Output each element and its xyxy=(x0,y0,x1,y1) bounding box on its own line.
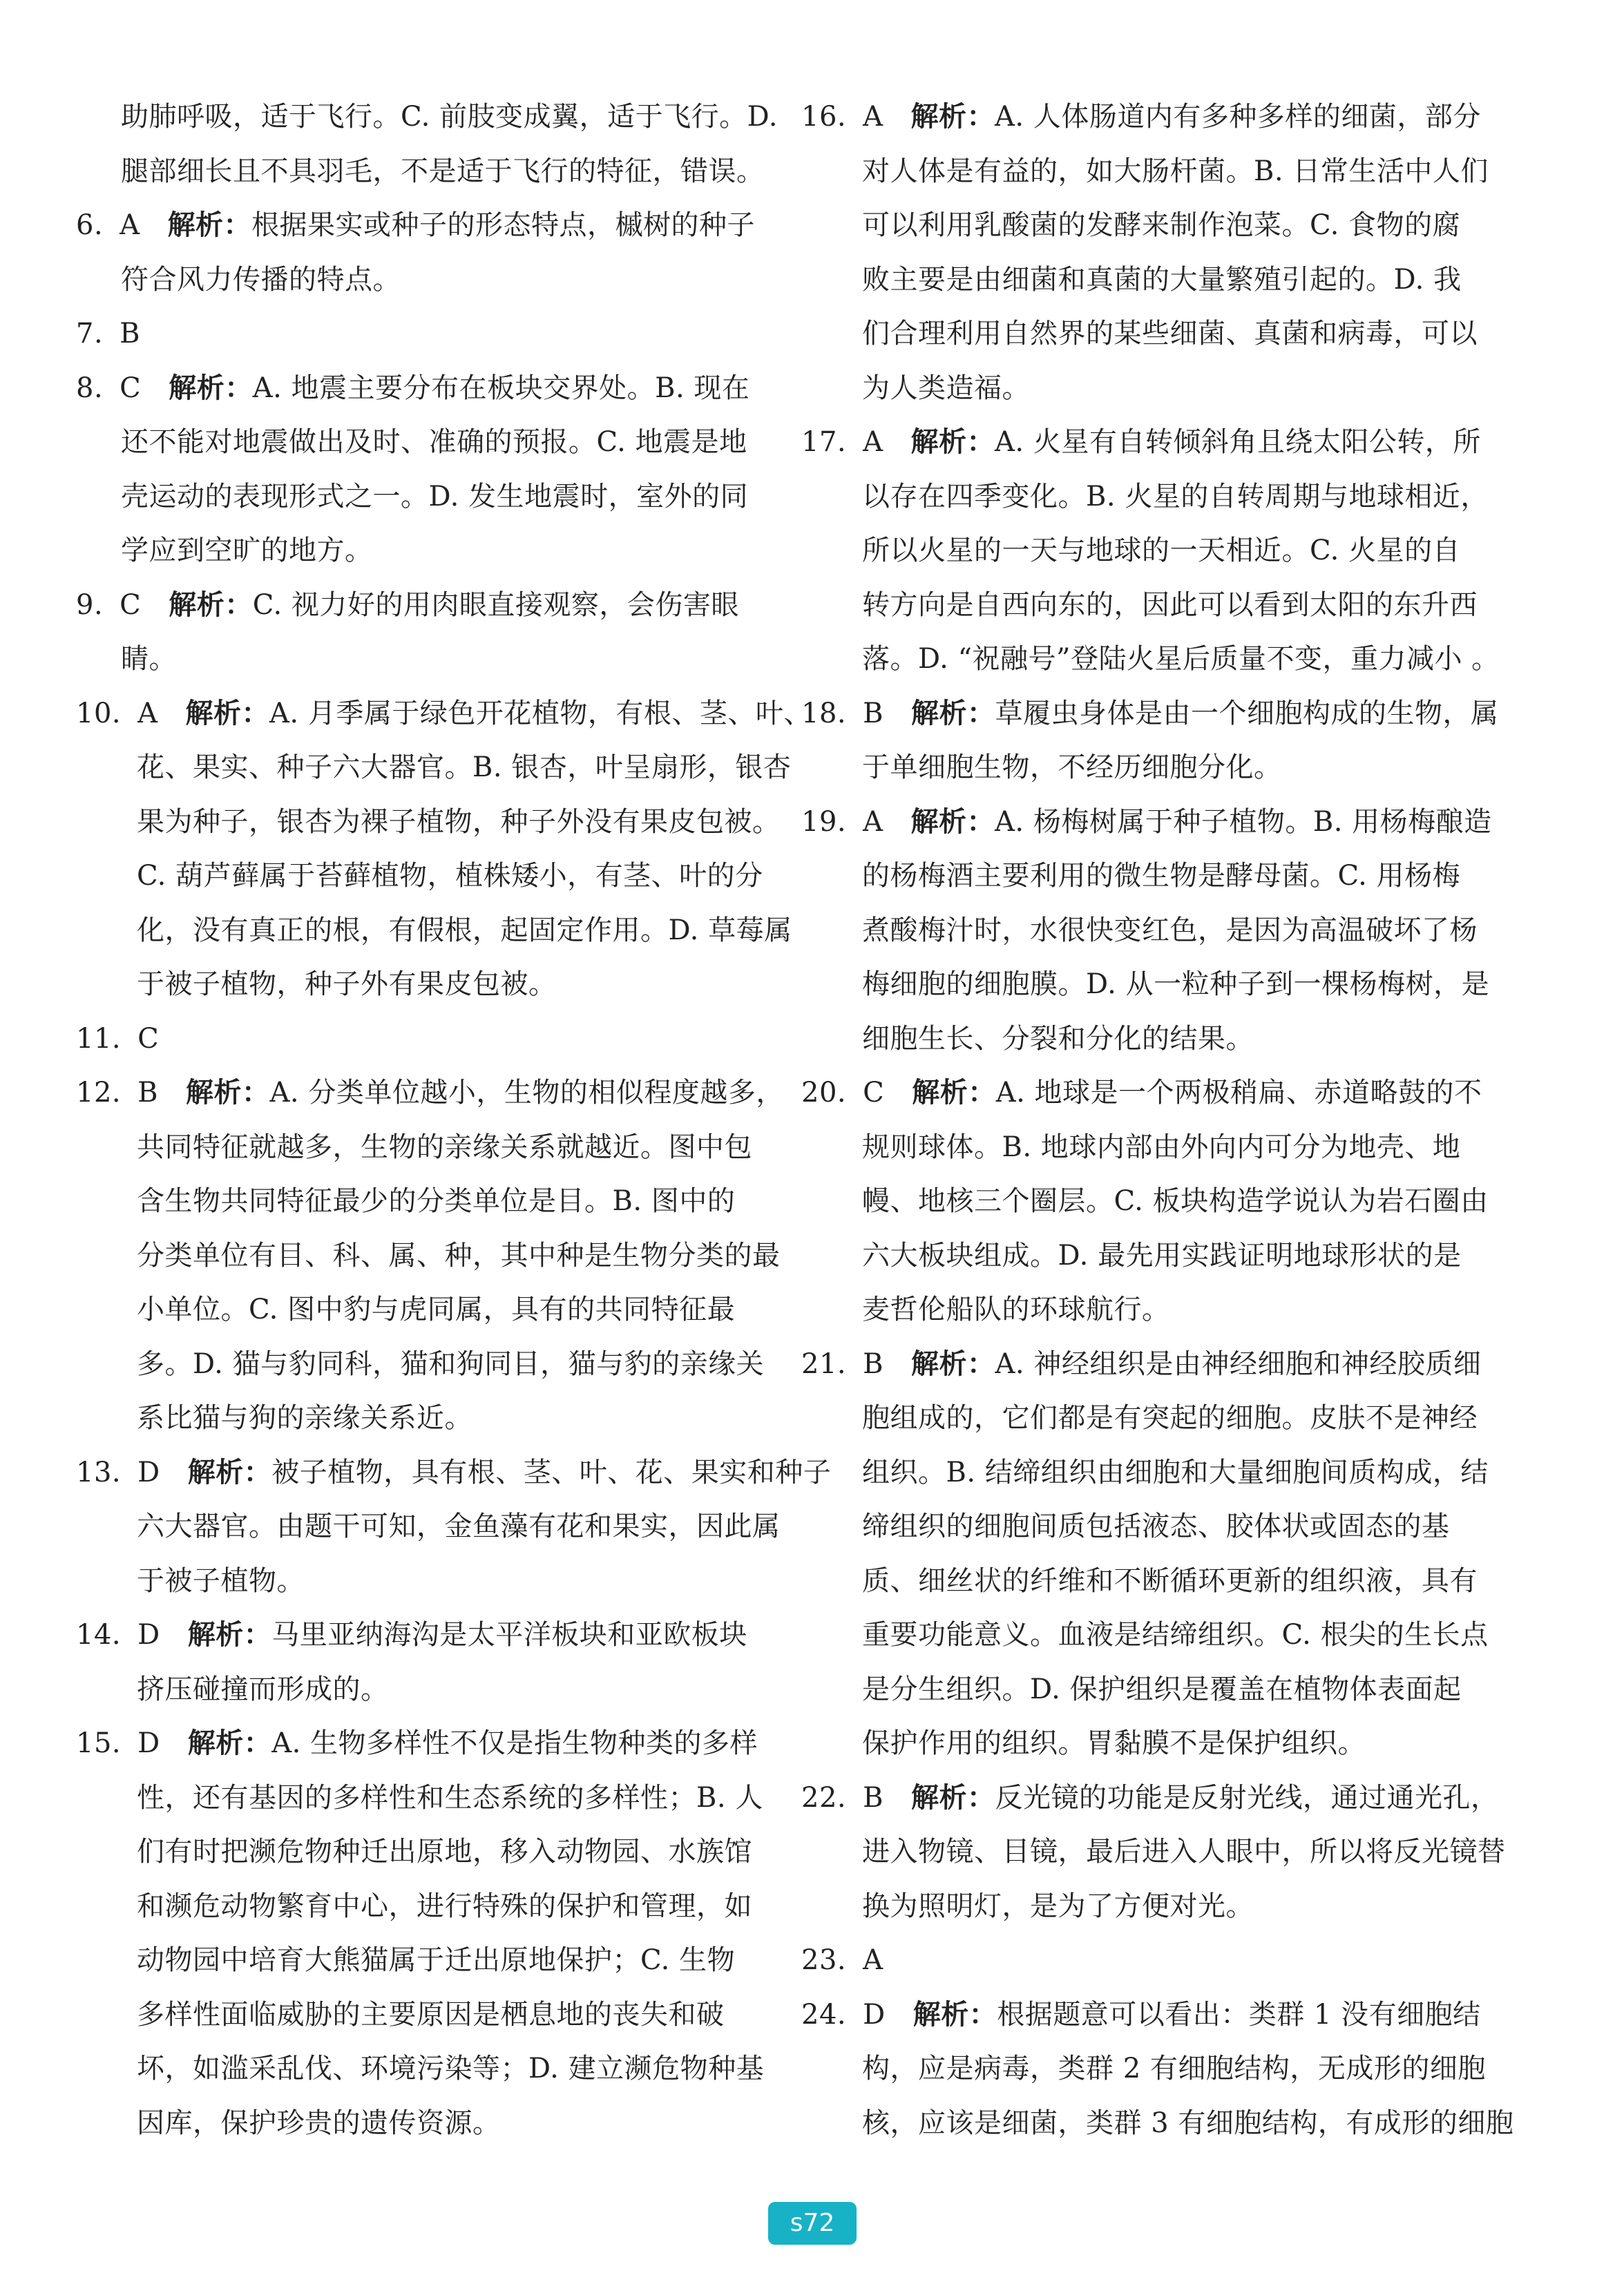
analysis-label: 解析： xyxy=(167,209,252,241)
answer-line xyxy=(76,578,760,633)
question-number: 7. xyxy=(76,318,104,349)
answer-item xyxy=(801,1337,1489,1771)
answer-line xyxy=(801,795,1492,850)
answer-choice: A xyxy=(120,209,140,241)
answer-line: 壳运动的表现形式之一。D. 发生地震时，室外的同 xyxy=(121,480,749,512)
analysis-label: 解析： xyxy=(912,1077,996,1109)
answer-item xyxy=(76,1446,832,1609)
analysis-label: 解析： xyxy=(910,101,995,133)
answer-line: 以存在四季变化。B. 火星的自转周期与地球相近， xyxy=(862,480,1489,512)
answer-item xyxy=(801,415,1500,687)
answer-line xyxy=(801,1771,1499,1825)
answer-item xyxy=(801,1988,1514,2151)
answer-line: 麦哲伦船队的环球航行。 xyxy=(862,1294,1170,1325)
analysis-text: 根据果实或种子的形态特点，槭树的种子 xyxy=(251,209,756,241)
answer-line: 和濒危动物繁育中心，进行特殊的保护和管理，如 xyxy=(137,1890,752,1922)
answer-line xyxy=(76,1066,784,1120)
analysis-text: A. 分类单位越小，生物的相似程度越多， xyxy=(269,1077,784,1109)
answer-line: 缔组织的细胞间质包括液态、胶体状或固态的基 xyxy=(862,1511,1450,1542)
answer-line: 转方向是自西向东的，因此可以看到太阳的东升西 xyxy=(862,588,1478,621)
answer-line xyxy=(801,1066,1485,1120)
question-number: 15. xyxy=(76,1727,122,1759)
answer-line: 小单位。C. 图中豹与虎同属，具有的共同特征最 xyxy=(137,1294,736,1325)
answer-item xyxy=(76,198,760,307)
answer-choice: D xyxy=(137,1456,160,1488)
answer-line xyxy=(76,1608,760,1662)
analysis-text: A. 地球是一个两极稍扁、赤道略鼓的不 xyxy=(995,1077,1482,1109)
answer-line: 因库，保护珍贵的遗传资源。 xyxy=(137,2107,501,2139)
answer-line: 进入物镜、目镜，最后进入人眼中，所以将反光镜替 xyxy=(862,1836,1506,1868)
question-number: 20. xyxy=(801,1077,847,1109)
answer-line xyxy=(801,1337,1485,1392)
analysis-label: 解析： xyxy=(187,1727,272,1759)
answer-line xyxy=(76,307,760,361)
answer-item xyxy=(76,1608,760,1716)
answer-choice: B xyxy=(137,1077,159,1109)
answer-line: 为人类造福。 xyxy=(862,372,1030,404)
question-number: 10. xyxy=(76,697,122,729)
answer-choice: A xyxy=(863,805,883,838)
answer-line: 花、果实、种子六大器官。B. 银杏，叶呈扇形，银杏 xyxy=(137,751,792,783)
answer-line: 挤压碰撞而形成的。 xyxy=(137,1673,389,1705)
analysis-label: 解析： xyxy=(185,697,270,729)
question-number: 18. xyxy=(801,697,847,729)
answer-line: 煮酸梅汁时，水很快变红色，是因为高温破坏了杨 xyxy=(862,914,1478,946)
answer-item xyxy=(76,687,812,1012)
analysis-label: 解析： xyxy=(911,1348,995,1380)
answer-line: 助肺呼吸，适于飞行。C. 前肢变成翼，适于飞行。D. xyxy=(121,101,778,133)
analysis-text: A. 地震主要分布在板块交界处。B. 现在 xyxy=(252,372,750,404)
question-number: 6. xyxy=(76,209,104,241)
analysis-text: 被子植物，具有根、茎、叶、花、果实和种子 xyxy=(271,1456,832,1488)
question-number: 13. xyxy=(76,1456,122,1488)
right-column xyxy=(801,90,1514,2150)
answer-line: 换为照明灯，是为了方便对光。 xyxy=(862,1890,1254,1922)
answer-item xyxy=(801,795,1492,1066)
answer-item xyxy=(76,1716,765,2150)
answer-line: 重要功能意义。血液是结缔组织。C. 根尖的生长点 xyxy=(862,1619,1489,1651)
question-number: 21. xyxy=(801,1348,847,1380)
answer-line: 睛。 xyxy=(121,643,177,675)
answer-line: 于被子植物，种子外有果皮包被。 xyxy=(137,968,557,1000)
answer-line: 构，应是病毒，类群 2 有细胞结构，无成形的细胞 xyxy=(862,2053,1486,2084)
answer-line: 梅细胞的细胞膜。D. 从一粒种子到一棵杨梅树，是 xyxy=(862,968,1490,1000)
answer-line: 败主要是由细菌和真菌的大量繁殖引起的。D. 我 xyxy=(862,263,1462,296)
analysis-label: 解析： xyxy=(187,1619,272,1651)
answer-line: C. 葫芦藓属于苔藓植物，植株矮小，有茎、叶的分 xyxy=(137,860,763,892)
answer-line xyxy=(76,1446,832,1500)
answer-item xyxy=(801,687,1499,795)
analysis-label: 解析： xyxy=(911,697,995,729)
analysis-label: 解析： xyxy=(187,1456,272,1488)
question-number: 22. xyxy=(801,1781,847,1814)
analysis-label: 解析： xyxy=(910,426,995,458)
analysis-text: A. 人体肠道内有多种多样的细菌，部分 xyxy=(995,101,1481,133)
answer-line xyxy=(801,687,1499,741)
answer-line: 于被子植物。 xyxy=(137,1564,305,1597)
analysis-label: 解析： xyxy=(169,372,253,404)
analysis-text: A. 火星有自转倾斜角且绕太阳公转，所 xyxy=(995,426,1481,458)
question-number: 8. xyxy=(76,372,104,404)
answer-line: 幔、地核三个圈层。C. 板块构造学说认为岩石圈由 xyxy=(862,1185,1489,1217)
answer-choice: B xyxy=(863,697,884,729)
answer-choice: A xyxy=(863,426,883,458)
analysis-text: 草履虫身体是由一个细胞构成的生物，属 xyxy=(995,697,1499,729)
analysis-text: A. 杨梅树属于种子植物。B. 用杨梅酿造 xyxy=(995,805,1492,838)
answer-line xyxy=(801,90,1485,144)
answer-choice: C xyxy=(120,588,142,621)
analysis-text: 根据题意可以看出：类群 1 没有细胞结 xyxy=(997,1998,1481,2031)
answer-choice: B xyxy=(863,1348,884,1380)
answer-line: 含生物共同特征最少的分类单位是目。B. 图中的 xyxy=(137,1185,736,1217)
answer-line: 规则球体。B. 地球内部由外向内可分为地壳、地 xyxy=(862,1131,1461,1163)
answer-line: 所以火星的一天与地球的一天相近。C. 火星的自 xyxy=(862,535,1461,566)
answer-item xyxy=(801,90,1489,415)
answer-line: 于单细胞生物，不经历细胞分化。 xyxy=(862,751,1282,783)
question-number: 14. xyxy=(76,1619,122,1651)
answer-item xyxy=(801,1933,1485,1988)
answer-line: 是分生组织。D. 保护组织是覆盖在植物体表面起 xyxy=(862,1673,1462,1705)
analysis-text: A. 生物多样性不仅是指生物种类的多样 xyxy=(271,1727,758,1759)
answer-line: 六大板块组成。D. 最先用实践证明地球形状的是 xyxy=(862,1239,1462,1272)
answer-line xyxy=(76,361,760,416)
answer-choice: B xyxy=(863,1781,884,1814)
answer-item xyxy=(801,1066,1489,1337)
answer-line: 果为种子，银杏为裸子植物，种子外没有果皮包被。 xyxy=(137,805,781,838)
answer-line: 保护作用的组织。胃黏膜不是保护组织。 xyxy=(862,1727,1366,1759)
question-number: 23. xyxy=(801,1944,847,1976)
answer-line: 坏，如滥采乱伐、环境污染等；D. 建立濒危物种基 xyxy=(137,2053,765,2084)
answer-line: 腿部细长且不具羽毛，不是适于飞行的特征，错误。 xyxy=(121,155,765,187)
answer-line: 化，没有真正的根，有假根，起固定作用。D. 草莓属 xyxy=(137,914,792,946)
answer-choice: D xyxy=(137,1619,160,1651)
question-number: 11. xyxy=(76,1022,122,1055)
analysis-text: A. 月季属于绿色开花植物，有根、茎、叶、 xyxy=(269,697,812,729)
answer-line: 质、细丝状的纤维和不断循环更新的组织液，具有 xyxy=(862,1564,1478,1597)
answer-line xyxy=(76,1716,760,1771)
answer-choice: C xyxy=(137,1022,160,1055)
answer-line: 们合理利用自然界的某些细菌、真菌和病毒，可以 xyxy=(862,318,1478,349)
answer-choice: B xyxy=(120,318,141,349)
analysis-label: 解析： xyxy=(911,1781,995,1814)
answer-line: 细胞生长、分裂和分化的结果。 xyxy=(862,1022,1254,1055)
page-number-badge: s72 xyxy=(768,2202,857,2245)
answer-line: 六大器官。由题干可知，金鱼藻有花和果实，因此属 xyxy=(137,1511,781,1542)
answer-line: 多样性面临威胁的主要原因是栖息地的丧失和破 xyxy=(137,1998,725,2031)
answer-line xyxy=(801,415,1485,470)
answer-line: 的杨梅酒主要利用的微生物是酵母菌。C. 用杨梅 xyxy=(862,860,1461,892)
answer-item xyxy=(76,578,760,687)
answer-line: 系比猫与狗的亲缘关系近。 xyxy=(137,1402,472,1434)
answer-line: 还不能对地震做出及时、准确的预报。C. 地震是地 xyxy=(121,426,747,458)
answer-line: 符合风力传播的特点。 xyxy=(121,263,401,296)
analysis-text: A. 神经组织是由神经细胞和神经胶质细 xyxy=(995,1348,1482,1380)
answer-line: 对人体是有益的，如大肠杆菌。B. 日常生活中人们 xyxy=(862,155,1489,187)
question-number: 16. xyxy=(801,101,847,133)
answer-line xyxy=(76,198,760,253)
analysis-text: 反光镜的功能是反射光线，通过通光孔， xyxy=(995,1781,1499,1814)
question-number: 9. xyxy=(76,588,104,621)
answer-line: 组织。B. 结缔组织由细胞和大量细胞间质构成，结 xyxy=(862,1456,1489,1488)
analysis-text: 马里亚纳海沟是太平洋板块和亚欧板块 xyxy=(271,1619,747,1651)
answer-choice: C xyxy=(863,1077,885,1109)
answer-line: 们有时把濒危物种迁出原地，移入动物园、水族馆 xyxy=(137,1836,752,1868)
answer-line: 学应到空旷的地方。 xyxy=(121,535,373,566)
answer-line: 落。D. “祝融号”登陆火星后质量不变，重力减小 。 xyxy=(862,643,1500,675)
answer-line xyxy=(76,1012,760,1066)
question-number: 12. xyxy=(76,1077,122,1109)
answer-choice: A xyxy=(863,1944,883,1976)
answer-item xyxy=(76,307,760,361)
answer-item xyxy=(801,1771,1506,1934)
answer-choice: D xyxy=(137,1727,160,1759)
answer-line xyxy=(801,1988,1485,2042)
answer-item xyxy=(76,1012,760,1066)
answer-line: 分类单位有目、科、属、种，其中种是生物分类的最 xyxy=(137,1239,781,1272)
answer-choice: A xyxy=(137,697,158,729)
answer-choice: C xyxy=(120,372,142,404)
analysis-label: 解析： xyxy=(186,1077,270,1109)
answer-choice: A xyxy=(863,101,883,133)
answer-line xyxy=(76,687,812,741)
answer-line: 核，应该是细菌，类群 3 有细胞结构，有成形的细胞 xyxy=(862,2107,1514,2139)
analysis-label: 解析： xyxy=(910,805,995,838)
analysis-label: 解析： xyxy=(169,588,253,621)
answer-line: 动物园中培育大熊猫属于迁出原地保护；C. 生物 xyxy=(137,1944,736,1976)
answer-item xyxy=(76,361,760,578)
continued-answer-text xyxy=(76,90,778,198)
answer-line: 可以利用乳酸菌的发酵来制作泡菜。C. 食物的腐 xyxy=(862,209,1461,241)
question-number: 24. xyxy=(801,1998,847,2031)
question-number: 17. xyxy=(801,426,847,458)
answer-line xyxy=(801,1933,1485,1988)
answer-line: 多。D. 猫与豹同科，猫和狗同目，猫与豹的亲缘关 xyxy=(137,1348,765,1380)
question-number: 19. xyxy=(801,805,847,838)
analysis-text: C. 视力好的用肉眼直接观察，会伤害眼 xyxy=(252,588,739,621)
analysis-label: 解析： xyxy=(913,1998,997,2031)
answer-item xyxy=(76,1066,784,1446)
answer-line: 性，还有基因的多样性和生态系统的多样性；B. 人 xyxy=(137,1781,763,1814)
answer-line: 共同特征就越多，生物的亲缘关系就越近。图中包 xyxy=(137,1131,752,1163)
answer-choice: D xyxy=(863,1998,886,2031)
answer-line: 胞组成的，它们都是有突起的细胞。皮肤不是神经 xyxy=(862,1402,1478,1434)
